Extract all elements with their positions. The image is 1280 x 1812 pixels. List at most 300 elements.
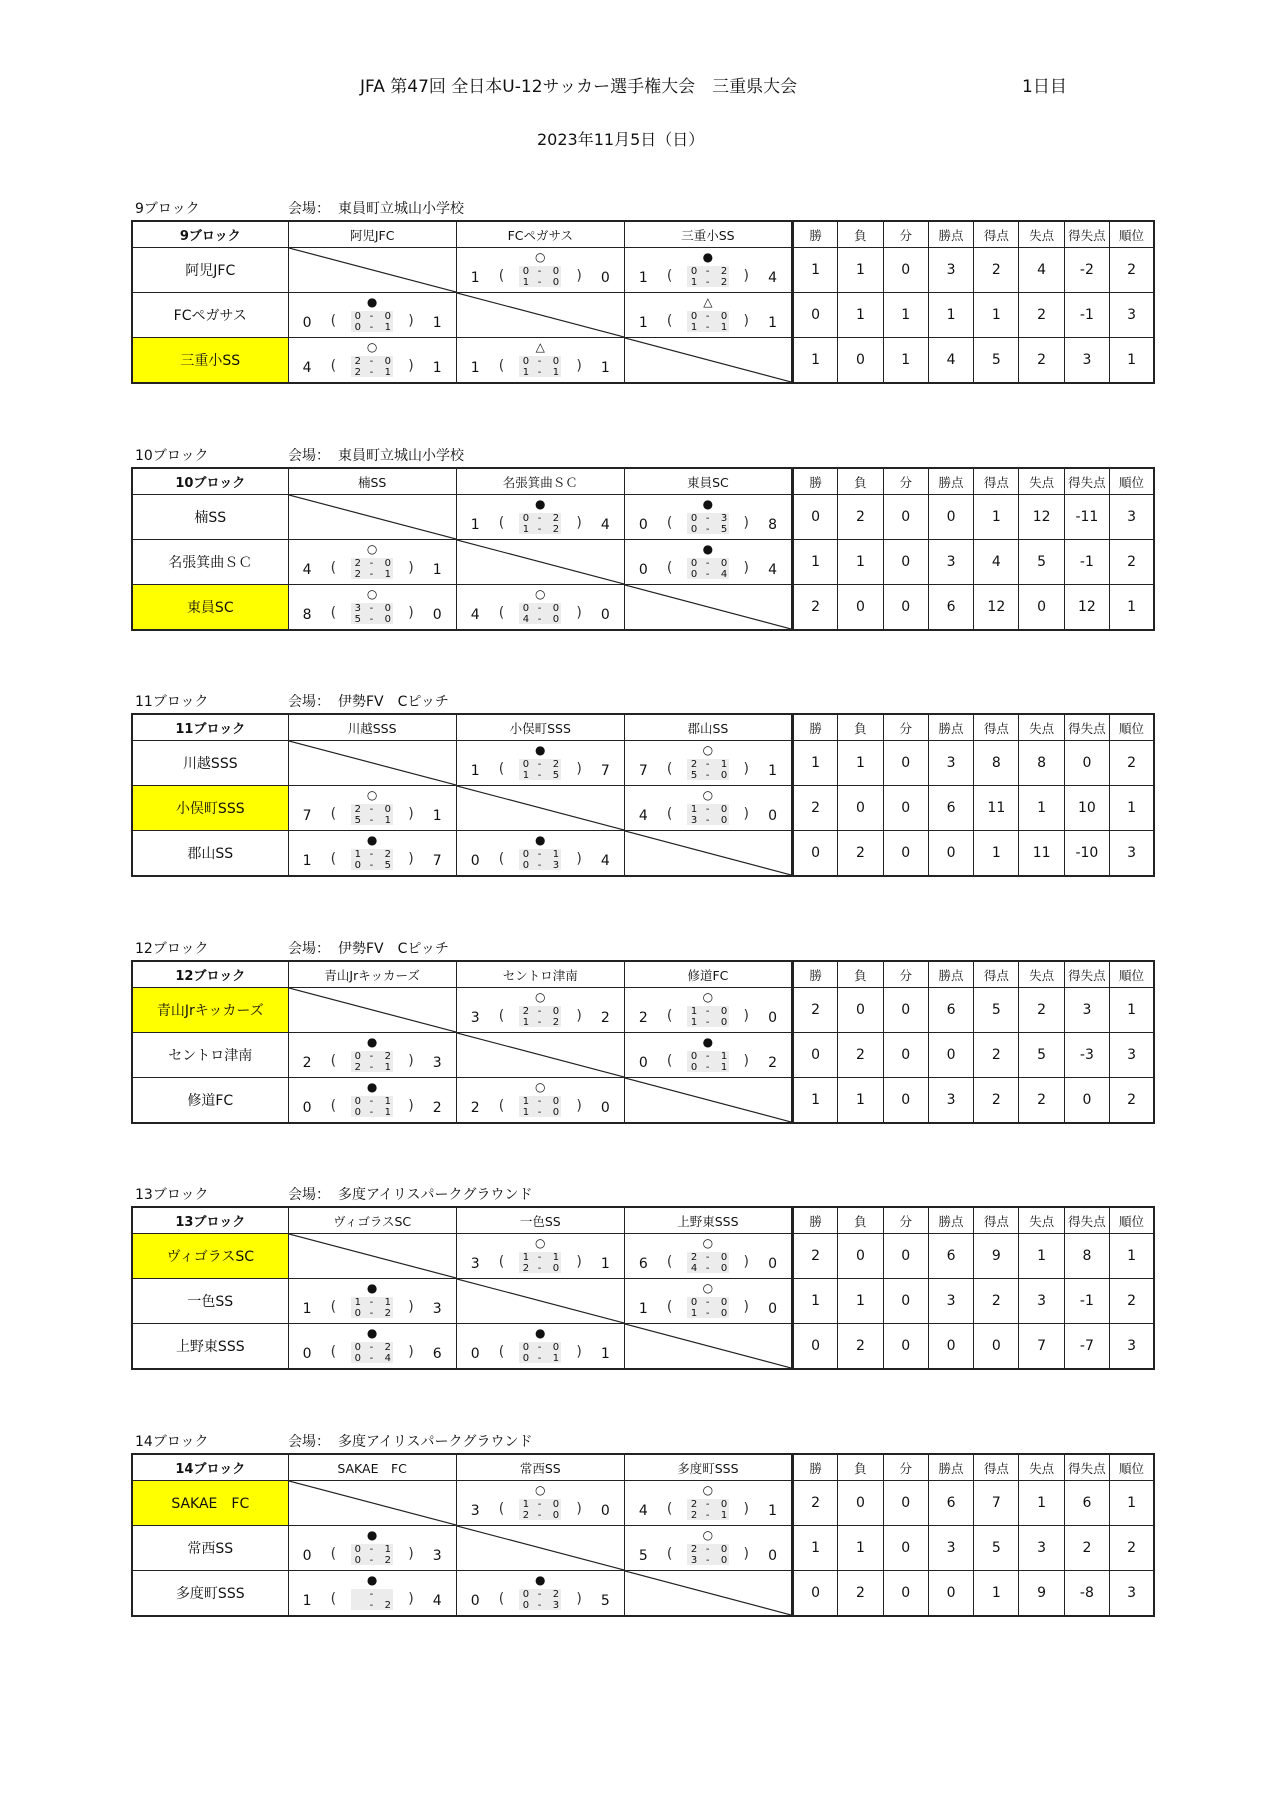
half-goals-for: 0 xyxy=(354,1342,361,1353)
header-row xyxy=(132,468,1154,495)
league-table xyxy=(131,960,1155,1124)
stat-value: 5 xyxy=(974,338,1019,384)
score-dash: - xyxy=(537,1263,542,1274)
result-mark: ○ xyxy=(702,743,714,757)
stat-value: 0 xyxy=(928,495,973,540)
score xyxy=(289,602,456,626)
stat-value: 0 xyxy=(838,585,883,631)
block-heading xyxy=(131,198,1155,220)
score-dash: - xyxy=(705,1062,710,1073)
venue-label: 会場： xyxy=(288,448,330,464)
score-dash: - xyxy=(369,1308,374,1319)
first-half-score xyxy=(685,1252,733,1263)
second-half-score xyxy=(685,1263,733,1274)
first-half-score xyxy=(517,603,565,614)
block-name: 12ブロック xyxy=(135,941,209,957)
score-dash: - xyxy=(369,311,374,322)
stat-value: 10 xyxy=(1064,786,1109,831)
stat-value: 7 xyxy=(974,1481,1019,1526)
match-cell xyxy=(624,741,792,786)
diagonal-line xyxy=(625,338,791,382)
result-mark: ● xyxy=(366,295,378,309)
half-goals-against: 1 xyxy=(552,1353,560,1364)
team-name: セントロ津南 xyxy=(132,1033,288,1078)
total-score-for: 1 xyxy=(638,1301,648,1317)
half-goals-for: 1 xyxy=(522,1096,530,1107)
score-dash: - xyxy=(705,524,710,535)
stat-header: 分 xyxy=(883,221,928,248)
second-half-score xyxy=(685,277,733,288)
score-dash: - xyxy=(369,860,374,871)
total-score-for: 2 xyxy=(638,1010,648,1026)
result-mark: ○ xyxy=(535,1080,546,1094)
score xyxy=(625,1543,791,1567)
block-name: 11ブロック xyxy=(135,694,209,710)
half-goals-against: 0 xyxy=(720,311,728,322)
result-mark: ● xyxy=(535,497,546,511)
stat-value: 0 xyxy=(792,495,837,540)
team-name: 一色SS xyxy=(132,1279,288,1324)
stat-value: 11 xyxy=(974,786,1019,831)
half-goals-for: 3 xyxy=(690,1555,698,1566)
half-goals-for: 1 xyxy=(354,1297,361,1308)
stat-value: 0 xyxy=(883,1324,928,1370)
match-cell xyxy=(624,540,792,585)
score xyxy=(625,1498,791,1522)
first-half-score xyxy=(685,1544,733,1555)
second-half-score xyxy=(685,770,733,781)
total-score-for: 1 xyxy=(302,853,312,869)
first-half-score xyxy=(517,1589,565,1600)
tournament-title: JFA 第47回 全日本U-12サッカー選手権大会 三重県大会 xyxy=(360,77,798,97)
score-dash: - xyxy=(537,367,542,378)
half-goals-for: 2 xyxy=(522,1510,530,1521)
table-row xyxy=(132,1324,1154,1370)
block-heading xyxy=(131,1184,1155,1206)
paren-close: ) xyxy=(743,1053,749,1069)
stat-header: 失点 xyxy=(1019,714,1064,741)
stat-value: 3 xyxy=(1019,1279,1064,1324)
total-score-against: 1 xyxy=(432,562,442,578)
stat-value: 5 xyxy=(1019,1033,1064,1078)
stat-value: 6 xyxy=(928,786,973,831)
score xyxy=(625,758,791,782)
stat-header: 得失点 xyxy=(1064,714,1109,741)
second-half-score xyxy=(517,277,565,288)
match-cell xyxy=(624,1033,792,1078)
half-goals-for: 2 xyxy=(690,1499,698,1510)
stat-value: 0 xyxy=(838,786,883,831)
total-score-against: 8 xyxy=(768,517,777,533)
paren-open: ( xyxy=(498,515,505,531)
second-half-score xyxy=(349,1353,397,1364)
total-score-against: 0 xyxy=(768,1010,777,1026)
total-score-for: 1 xyxy=(638,315,648,331)
total-score-against: 7 xyxy=(432,853,442,869)
score xyxy=(625,310,791,334)
half-goals-against: 2 xyxy=(552,513,560,524)
block-name: 9ブロック xyxy=(135,201,200,217)
score xyxy=(289,848,456,872)
stat-header: 得点 xyxy=(974,221,1019,248)
stat-header: 勝点 xyxy=(928,221,973,248)
score-dash: - xyxy=(705,1051,710,1062)
stat-value: 0 xyxy=(792,1571,837,1617)
paren-close: ) xyxy=(743,1008,749,1024)
total-score-for: 3 xyxy=(470,1503,480,1519)
header-row xyxy=(132,1454,1154,1481)
half-goals-for: 5 xyxy=(354,614,361,625)
total-score-for: 3 xyxy=(470,1256,480,1272)
stat-value: 6 xyxy=(928,988,973,1033)
half-goals-against: 2 xyxy=(384,1555,391,1566)
team-name: 多度町SSS xyxy=(132,1571,288,1617)
self-match-cell xyxy=(624,1078,792,1124)
half-goals-against: 0 xyxy=(720,1499,728,1510)
score xyxy=(625,1251,791,1275)
league-table xyxy=(131,1453,1155,1617)
stat-value: 2 xyxy=(792,1481,837,1526)
paren-close: ) xyxy=(743,515,749,531)
total-score-for: 4 xyxy=(638,1503,648,1519)
result-mark: ○ xyxy=(535,1483,546,1497)
total-score-against: 1 xyxy=(600,360,610,376)
self-match-cell xyxy=(624,1571,792,1617)
result-mark: ○ xyxy=(702,1236,714,1250)
stat-value: 1 xyxy=(1110,585,1154,631)
half-goals-for: 3 xyxy=(690,815,698,826)
stat-header: 失点 xyxy=(1019,1207,1064,1234)
half-goals-against: 0 xyxy=(720,558,728,569)
stat-value: -11 xyxy=(1064,495,1109,540)
header-row xyxy=(132,1207,1154,1234)
match-cell xyxy=(456,741,624,786)
match-cell xyxy=(624,1279,792,1324)
table-row xyxy=(132,338,1154,384)
stat-value: 0 xyxy=(883,1481,928,1526)
diagonal-line xyxy=(289,495,456,539)
half-goals-against: 4 xyxy=(384,1353,391,1364)
paren-close: ) xyxy=(576,605,582,621)
stat-value: 0 xyxy=(1019,585,1064,631)
table-row xyxy=(132,248,1154,293)
score-dash: - xyxy=(537,1342,542,1353)
diagonal-line xyxy=(289,741,456,785)
half-goals-for: 0 xyxy=(690,266,698,277)
stat-value: -2 xyxy=(1064,248,1109,293)
half-goals-for: 0 xyxy=(354,1353,361,1364)
score-dash: - xyxy=(705,1510,710,1521)
stat-value: 3 xyxy=(928,248,973,293)
self-match-cell xyxy=(456,1279,624,1324)
first-half-score xyxy=(349,849,397,860)
stat-value: 9 xyxy=(974,1234,1019,1279)
half-goals-for: 2 xyxy=(522,1263,530,1274)
second-half-score xyxy=(685,524,733,535)
stat-value: -1 xyxy=(1064,293,1109,338)
paren-open: ( xyxy=(330,806,337,822)
match-cell xyxy=(456,248,624,293)
stat-value: 6 xyxy=(1064,1481,1109,1526)
second-half-score xyxy=(685,815,733,826)
venue xyxy=(288,445,464,465)
team-name: 修道FC xyxy=(132,1078,288,1124)
score-dash: - xyxy=(369,1342,374,1353)
second-half-score xyxy=(517,1017,565,1028)
stat-value: 2 xyxy=(838,831,883,877)
second-half-score xyxy=(685,1308,733,1319)
score-dash: - xyxy=(537,1600,542,1611)
half-goals-against: 0 xyxy=(552,614,560,625)
half-goals-for: 1 xyxy=(522,770,530,781)
stat-value: 1 xyxy=(792,1526,837,1571)
score-dash: - xyxy=(537,1096,542,1107)
half-goals-for: 0 xyxy=(522,1342,530,1353)
half-goals-against: 0 xyxy=(384,804,391,815)
total-score-for: 3 xyxy=(470,1010,480,1026)
total-score-against: 3 xyxy=(432,1548,442,1564)
first-half-score xyxy=(349,356,397,367)
total-score-for: 1 xyxy=(302,1593,312,1609)
total-score-for: 2 xyxy=(470,1100,480,1116)
stat-header: 負 xyxy=(838,221,883,248)
block-9 xyxy=(131,198,1155,384)
table-row xyxy=(132,495,1154,540)
team-name: FCペガサス xyxy=(132,293,288,338)
venue-label: 会場： xyxy=(288,694,330,710)
stat-value: 1 xyxy=(974,495,1019,540)
half-goals-for: 1 xyxy=(522,1499,530,1510)
total-score-for: 0 xyxy=(302,1346,312,1362)
first-half-score xyxy=(349,1342,397,1353)
half-goals-for: 1 xyxy=(522,1107,530,1118)
half-goals-for: 3 xyxy=(354,603,361,614)
score xyxy=(289,355,456,379)
match-cell xyxy=(288,338,456,384)
score xyxy=(457,1498,624,1522)
stat-value: 0 xyxy=(928,1033,973,1078)
paren-open: ( xyxy=(666,1254,673,1270)
stat-value: 0 xyxy=(792,293,837,338)
score xyxy=(457,1588,624,1612)
total-score-against: 6 xyxy=(432,1346,442,1362)
half-goals-for: 1 xyxy=(690,1006,698,1017)
half-goals-against: 0 xyxy=(720,1308,728,1319)
paren-close: ) xyxy=(743,1501,749,1517)
block-name: 14ブロック xyxy=(135,1434,209,1450)
half-goals-for: 2 xyxy=(354,804,361,815)
self-match-cell xyxy=(624,831,792,877)
match-cell xyxy=(624,1481,792,1526)
half-goals-for: 0 xyxy=(354,1555,361,1566)
half-goals-against: 0 xyxy=(552,356,560,367)
stat-value: 12 xyxy=(1019,495,1064,540)
half-goals-against: 1 xyxy=(384,1062,391,1073)
self-match-cell xyxy=(624,585,792,631)
second-half-score xyxy=(685,569,733,580)
paren-open: ( xyxy=(330,1053,337,1069)
paren-close: ) xyxy=(743,313,749,329)
half-goals-for: 0 xyxy=(522,849,530,860)
first-half-score xyxy=(517,1252,565,1263)
total-score-for: 0 xyxy=(470,1346,480,1362)
half-goals-against: 3 xyxy=(552,860,560,871)
paren-close: ) xyxy=(576,1501,582,1517)
score-dash: - xyxy=(705,815,710,826)
match-cell xyxy=(624,495,792,540)
result-mark: ○ xyxy=(366,587,378,601)
first-half-score xyxy=(685,558,733,569)
stat-value: -1 xyxy=(1064,1279,1109,1324)
stat-header: 分 xyxy=(883,714,928,741)
half-goals-for: 2 xyxy=(690,759,698,770)
stat-value: 2 xyxy=(1019,338,1064,384)
score-dash: - xyxy=(705,513,710,524)
stat-header: 負 xyxy=(838,961,883,988)
stat-value: 3 xyxy=(1110,1033,1154,1078)
stat-value: 1 xyxy=(1110,988,1154,1033)
first-half-score xyxy=(517,266,565,277)
stat-value: 5 xyxy=(974,988,1019,1033)
total-score-against: 4 xyxy=(432,1593,442,1609)
score-dash: - xyxy=(369,1589,374,1600)
stat-value: 1 xyxy=(1110,1481,1154,1526)
second-half-score xyxy=(349,367,397,378)
score-dash: - xyxy=(369,322,374,333)
result-mark: ● xyxy=(702,250,714,264)
paren-close: ) xyxy=(743,1299,749,1315)
second-half-score xyxy=(517,860,565,871)
team-name: 名張箕曲ＳＣ xyxy=(132,540,288,585)
score-dash: - xyxy=(537,1589,542,1600)
stat-value: 4 xyxy=(974,540,1019,585)
block-title-cell: 13ブロック xyxy=(132,1207,288,1234)
half-goals-against: 5 xyxy=(552,770,560,781)
second-half-score xyxy=(349,1308,397,1319)
result-mark: ● xyxy=(366,833,378,847)
total-score-against: 1 xyxy=(768,315,777,331)
paren-open: ( xyxy=(330,1591,337,1607)
stat-value: 0 xyxy=(792,1324,837,1370)
table-row xyxy=(132,1078,1154,1124)
stat-value: 1 xyxy=(792,1279,837,1324)
match-cell xyxy=(624,1234,792,1279)
half-goals-for: 2 xyxy=(690,1252,698,1263)
half-goals-against: 0 xyxy=(720,1555,728,1566)
result-mark: ● xyxy=(366,1281,378,1295)
table-row xyxy=(132,831,1154,877)
stat-value: 0 xyxy=(1064,741,1109,786)
opponent-header: 楠SS xyxy=(288,468,456,495)
diagonal-line xyxy=(625,585,791,629)
stat-header: 勝点 xyxy=(928,468,973,495)
header-row xyxy=(132,961,1154,988)
score xyxy=(625,1005,791,1029)
score xyxy=(625,512,791,536)
opponent-header: セントロ津南 xyxy=(456,961,624,988)
half-goals-against: 2 xyxy=(552,759,560,770)
total-score-against: 2 xyxy=(600,1010,610,1026)
paren-open: ( xyxy=(666,1299,673,1315)
paren-close: ) xyxy=(576,515,582,531)
score-dash: - xyxy=(705,1263,710,1274)
score-dash: - xyxy=(537,1353,542,1364)
block-10 xyxy=(131,445,1155,631)
diagonal-line xyxy=(625,1324,791,1368)
half-goals-for: 1 xyxy=(690,277,698,288)
half-goals-for: 0 xyxy=(354,1308,361,1319)
result-mark: ○ xyxy=(366,340,378,354)
total-score-for: 0 xyxy=(302,315,312,331)
stat-value: 8 xyxy=(1019,741,1064,786)
stat-value: 0 xyxy=(838,1234,883,1279)
block-heading xyxy=(131,938,1155,960)
opponent-header: 修道FC xyxy=(624,961,792,988)
half-goals-for: 2 xyxy=(354,356,361,367)
stat-value: 8 xyxy=(974,741,1019,786)
total-score-for: 0 xyxy=(302,1100,312,1116)
venue-name: 伊勢FV Cピッチ xyxy=(338,694,449,710)
table-row xyxy=(132,988,1154,1033)
stat-header: 失点 xyxy=(1019,468,1064,495)
first-half-score xyxy=(349,1051,397,1062)
stat-value: 0 xyxy=(928,1571,973,1617)
half-goals-against: 1 xyxy=(552,1252,560,1263)
result-mark: ● xyxy=(535,1326,546,1340)
table-row xyxy=(132,1279,1154,1324)
stat-value: 0 xyxy=(883,831,928,877)
stat-value: 4 xyxy=(928,338,973,384)
stat-header: 負 xyxy=(838,1207,883,1234)
day-label: 1日目 xyxy=(1022,77,1067,97)
match-cell xyxy=(624,248,792,293)
paren-close: ) xyxy=(576,1008,582,1024)
self-match-cell xyxy=(456,540,624,585)
result-mark: ● xyxy=(366,1080,378,1094)
score xyxy=(457,602,624,626)
half-goals-against: 2 xyxy=(552,1589,560,1600)
half-goals-against: 0 xyxy=(552,1510,560,1521)
paren-close: ) xyxy=(743,268,749,284)
paren-open: ( xyxy=(666,761,673,777)
self-match-cell xyxy=(288,1481,456,1526)
score-dash: - xyxy=(537,356,542,367)
match-cell xyxy=(288,585,456,631)
stat-value: 2 xyxy=(1064,1526,1109,1571)
team-name: ヴィゴラスSC xyxy=(132,1234,288,1279)
total-score-against: 4 xyxy=(768,270,777,286)
stat-header: 得失点 xyxy=(1064,1207,1109,1234)
stat-value: 0 xyxy=(792,831,837,877)
stat-value: 1 xyxy=(792,741,837,786)
first-half-score xyxy=(517,1342,565,1353)
total-score-for: 0 xyxy=(470,853,480,869)
half-goals-for: 4 xyxy=(690,1263,698,1274)
half-goals-for: 1 xyxy=(690,804,698,815)
result-mark: ○ xyxy=(535,250,546,264)
half-goals-against: 3 xyxy=(552,1600,560,1611)
stat-header: 得点 xyxy=(974,468,1019,495)
stat-value: 12 xyxy=(1064,585,1109,631)
paren-close: ) xyxy=(743,761,749,777)
score xyxy=(457,355,624,379)
stat-value: 2 xyxy=(838,495,883,540)
venue xyxy=(288,1431,532,1451)
total-score-against: 0 xyxy=(432,607,442,623)
half-goals-for: 0 xyxy=(522,603,530,614)
paren-close: ) xyxy=(576,268,582,284)
stat-value: 3 xyxy=(1110,1571,1154,1617)
